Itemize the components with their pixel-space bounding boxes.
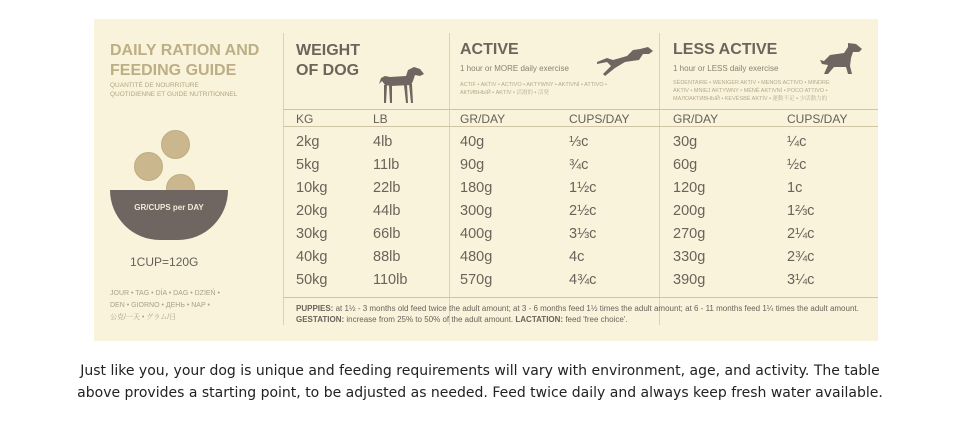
active-cups: ¾c	[569, 157, 589, 173]
table-row	[94, 272, 878, 294]
weight-kg: 40kg	[296, 249, 328, 265]
puppies-text: at 1½ - 3 months old feed twice the adult amount; at 3 - 6 months feed 1½ times the adult amount; at 6 - 11 months feed 1¼ times the adult amount.	[335, 304, 859, 313]
table-row	[94, 134, 878, 156]
active-gr: 570g	[460, 272, 493, 288]
table-row	[94, 226, 878, 248]
active-subtitle: 1 hour or MORE daily exercise	[460, 64, 569, 73]
less-active-header: LESS ACTIVE	[673, 41, 778, 58]
less-active-cups: 1c	[787, 180, 803, 196]
less-active-gr: 270g	[673, 226, 706, 242]
guide-subtitle-fr: QUANTITÉ DE NOURRITURE QUOTIDIENNE ET GUIDE NUTRITIONNEL	[110, 82, 238, 98]
weight-lb: 88lb	[373, 249, 401, 265]
less-active-gr: 200g	[673, 203, 706, 219]
col-header-less-cups: CUPS/DAY	[787, 112, 848, 126]
col-header-active-cups: CUPS/DAY	[569, 112, 630, 126]
active-gr: 180g	[460, 180, 493, 196]
lactation-label: LACTATION:	[515, 315, 564, 324]
less-active-gr: 60g	[673, 157, 698, 173]
active-translations: ACTIF • AKTIV • ACTIVO • AKTYWNY • AKTIVNÍ • ATTIVO • АКТИВНЫЙ • AKTÍV • 活潑的 • 活発	[460, 82, 608, 96]
gestation-label: GESTATION:	[296, 315, 345, 324]
table-row	[94, 180, 878, 202]
notes-rule	[283, 297, 878, 298]
weight-lb: 66lb	[373, 226, 401, 242]
col-header-kg: KG	[296, 112, 314, 126]
weight-kg: 2kg	[296, 134, 320, 150]
day-translations: JOUR • TAG • DÍA • DAG • DZIEŃ • DEN • GIORNO • ДЕНЬ • NAP • 公克/一天 • グラム/日	[110, 290, 221, 321]
weight-lb: 22lb	[373, 180, 401, 196]
active-cups: 2½c	[569, 203, 597, 219]
less-active-cups: 2¼c	[787, 226, 815, 242]
guide-title: DAILY RATION AND FEEDING GUIDE	[110, 42, 260, 79]
weight-kg: 50kg	[296, 272, 328, 288]
standing-dog-icon	[370, 63, 426, 107]
running-dog-icon	[596, 43, 654, 79]
weight-lb: 110lb	[373, 272, 408, 288]
less-active-cups: 1⅔c	[787, 203, 815, 219]
less-active-gr: 120g	[673, 180, 706, 196]
cup-conversion: 1CUP=120G	[130, 255, 199, 269]
active-header: ACTIVE	[460, 41, 519, 58]
weight-header: WEIGHT OF DOG	[296, 42, 360, 79]
table-row	[94, 157, 878, 179]
lactation-text: feed 'free choice'.	[565, 315, 628, 324]
weight-kg: 20kg	[296, 203, 328, 219]
less-active-cups: 2¾c	[787, 249, 815, 265]
weight-lb: 4lb	[373, 134, 393, 150]
less-active-cups: ¼c	[787, 134, 807, 150]
col-header-lb: LB	[373, 112, 388, 126]
active-cups: 4¾c	[569, 272, 597, 288]
table-row	[94, 203, 878, 225]
less-active-translations: SÉDENTAIRE • WENIGER AKTIV • MENOS ACTIVO • MINDRE AKTIV • MNIEJ AKTYWNY • MÉNĚ AKTIVNÍ • POCO ATTIVO • МАЛОАКТИВНЫЙ • KEVÉSBÉ AKTÍV • 運動不足 • 少活動力的	[673, 80, 830, 102]
header-rule	[283, 126, 878, 127]
sitting-dog-icon	[812, 41, 864, 77]
active-gr: 400g	[460, 226, 493, 242]
col-header-active-gr: GR/DAY	[460, 112, 506, 126]
less-active-cups: 3¼c	[787, 272, 815, 288]
active-cups: 3⅓c	[569, 226, 597, 242]
active-gr: 40g	[460, 134, 485, 150]
bowl-label: GR/CUPS per DAY	[134, 203, 204, 212]
active-gr: 90g	[460, 157, 485, 173]
weight-lb: 44lb	[373, 203, 401, 219]
active-cups: ⅓c	[569, 134, 589, 150]
table-row	[94, 249, 878, 271]
feeding-guide-card	[94, 19, 878, 341]
feeding-notes	[296, 303, 866, 325]
less-active-gr: 30g	[673, 134, 698, 150]
active-gr: 300g	[460, 203, 493, 219]
less-active-cups: ½c	[787, 157, 807, 173]
active-cups: 4c	[569, 249, 585, 265]
header-rule	[283, 109, 878, 110]
weight-kg: 10kg	[296, 180, 328, 196]
less-active-gr: 330g	[673, 249, 706, 265]
weight-kg: 30kg	[296, 226, 328, 242]
active-gr: 480g	[460, 249, 493, 265]
active-cups: 1½c	[569, 180, 597, 196]
col-header-less-gr: GR/DAY	[673, 112, 719, 126]
less-active-subtitle: 1 hour or LESS daily exercise	[673, 64, 779, 73]
puppies-label: PUPPIES:	[296, 304, 334, 313]
less-active-gr: 390g	[673, 272, 706, 288]
caption-paragraph: Just like you, your dog is unique and feeding requirements will vary with environment, age, and activity. The table above provides a starting point, to be adjusted as needed. Feed twice daily and always keep fresh water available.	[77, 363, 883, 401]
gestation-text: increase from 25% to 50% of the adult amount.	[346, 315, 514, 324]
weight-kg: 5kg	[296, 157, 320, 173]
weight-lb: 11lb	[373, 157, 400, 173]
